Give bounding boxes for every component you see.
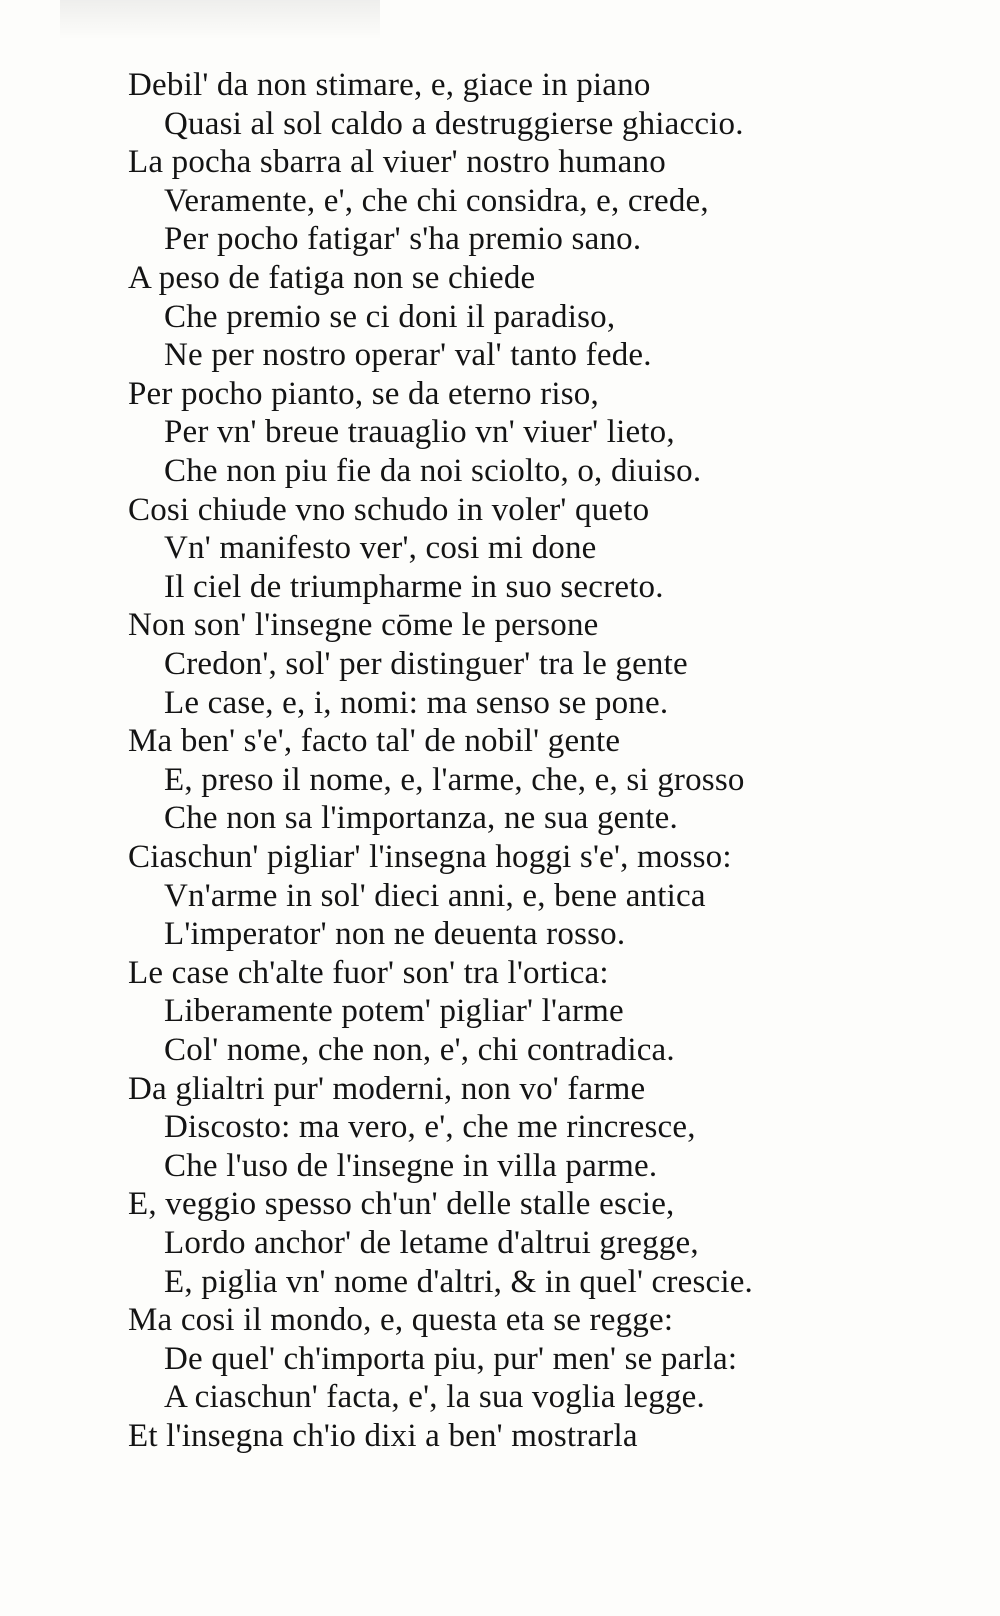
- verse-line: E, preso il nome, e, l'arme, che, e, si grosso: [164, 761, 745, 798]
- verse-line: Vn' manifesto ver', cosi mi done: [164, 530, 597, 567]
- verse-line: Veramente, e', che chi considra, e, crede,: [164, 182, 709, 219]
- verse-line: L'imperator' non ne deuenta rosso.: [164, 916, 626, 953]
- verse-line: A peso de fatiga non se chiede: [128, 260, 536, 296]
- verse-line: Ne per nostro operar' val' tanto fede.: [164, 337, 652, 374]
- verse-line: Credon', sol' per distinguer' tra le gente: [164, 646, 688, 682]
- verse-line: Che premio se ci doni il paradiso,: [164, 298, 616, 335]
- verse-line: Non son' l'insegne cōme le persone: [128, 607, 599, 644]
- scan-shadow: [60, 0, 380, 40]
- verse-line: Che non sa l'importanza, ne sua gente.: [164, 800, 678, 837]
- verse-line: Ciaschun' pigliar' l'insegna hoggi s'e', mosso:: [128, 839, 732, 875]
- verse-line: Il ciel de triumpharme in suo secreto.: [164, 568, 664, 605]
- verse-line: E, piglia vn' nome d'altri, & in quel' crescie.: [164, 1263, 753, 1300]
- verse-line: De quel' ch'importa piu, pur' men' se parla:: [164, 1340, 738, 1377]
- verse-line: Che non piu fie da noi sciolto, o, diuiso.: [164, 453, 702, 489]
- verse-line: Discosto: ma vero, e', che me rincresce,: [164, 1109, 696, 1146]
- verse-line: Et l'insegna ch'io dixi a ben' mostrarla: [128, 1418, 638, 1454]
- verse-line: Le case ch'alte fuor' son' tra l'ortica:: [128, 954, 609, 991]
- verse-line: Debil' da non stimare, e, giace in piano: [128, 67, 651, 103]
- verse-line: Da glialtri pur' moderni, non vo' farme: [128, 1070, 646, 1107]
- verse-line: Per pocho pianto, se da eterno riso,: [128, 375, 599, 412]
- verse-line: Vn'arme in sol' dieci anni, e, bene antica: [164, 877, 706, 914]
- verse-line: Ma cosi il mondo, e, questa eta se regge:: [128, 1302, 674, 1339]
- verse-line: A ciaschun' facta, e', la sua voglia legge.: [164, 1379, 705, 1416]
- verse-line: Ma ben' s'e', facto tal' de nobil' gente: [128, 723, 621, 760]
- verse-line: Per pocho fatigar' s'ha premio sano.: [164, 221, 642, 258]
- verse-line: Per vn' breue trauaglio vn' viuer' lieto,: [164, 414, 675, 451]
- verse-line: Cosi chiude vno schudo in voler' queto: [128, 491, 650, 528]
- verse-line: La pocha sbarra al viuer' nostro humano: [128, 144, 666, 181]
- verse-line: Lordo anchor' de letame d'altrui gregge,: [164, 1225, 699, 1261]
- verse-line: Le case, e, i, nomi: ma senso se pone.: [164, 684, 669, 721]
- verse-line: E, veggio spesso ch'un' delle stalle escie,: [128, 1186, 675, 1223]
- verse-line: Che l'uso de l'insegne in villa parme.: [164, 1147, 658, 1184]
- verse-line: Liberamente potem' pigliar' l'arme: [164, 993, 624, 1030]
- verse-line: Col' nome, che non, e', chi contradica.: [164, 1032, 675, 1068]
- verse-line: Quasi al sol caldo a destruggierse ghiaccio.: [164, 105, 744, 142]
